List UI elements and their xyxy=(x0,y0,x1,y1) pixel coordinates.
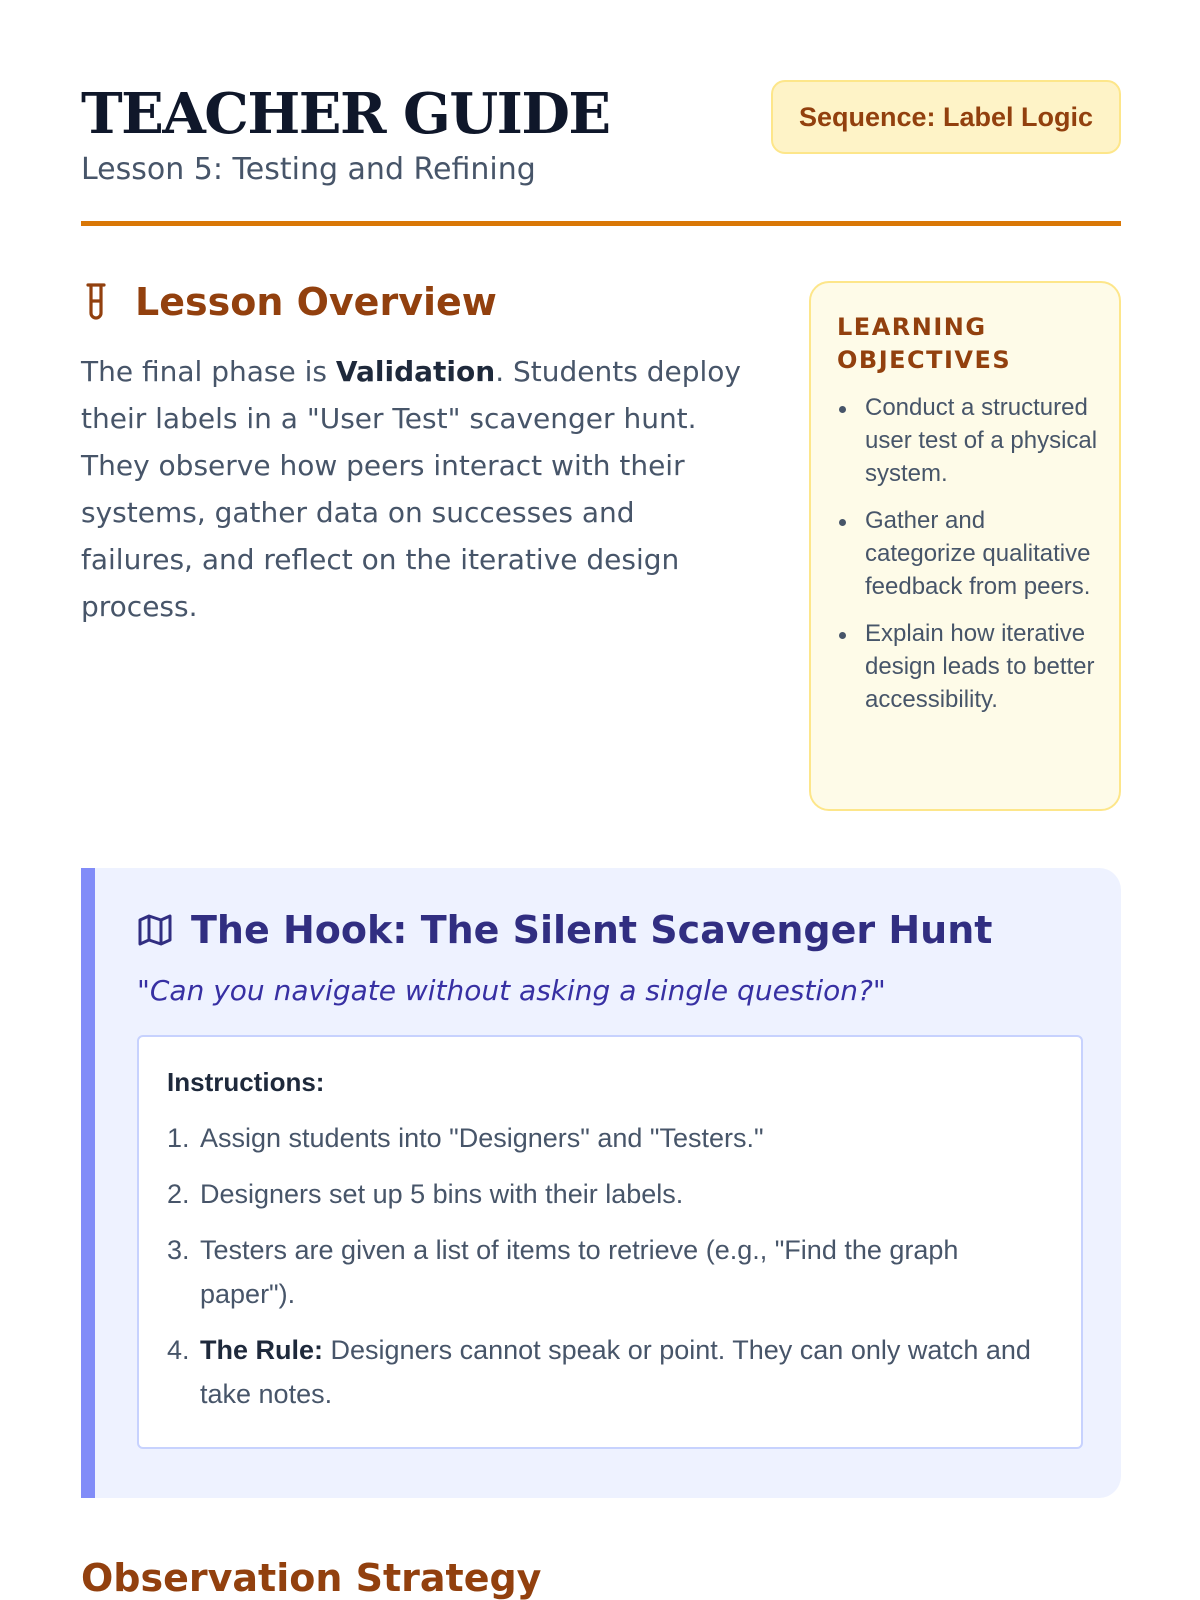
instructions-card xyxy=(137,1035,1083,1449)
observation-strategy-heading: Observation Strategy xyxy=(81,1556,542,1600)
sequence-badge: Sequence: Label Logic xyxy=(771,80,1121,154)
list-item: 1. Assign students into "Designers" and "Testers." xyxy=(167,1123,764,1153)
learning-objectives-card xyxy=(809,281,1121,811)
lesson-overview-heading xyxy=(81,280,741,324)
list-item: 3. Testers are given a list of items to retrieve (e.g., "Find the graph paper"). xyxy=(167,1235,959,1309)
learning-objectives-title: LEARNING OBJECTIVES xyxy=(837,313,1012,374)
list-item: 4. The Rule: Designers cannot speak or point. They can only watch and take notes. xyxy=(167,1335,1031,1409)
list-item: 2. Designers set up 5 bins with their labels. xyxy=(167,1179,684,1209)
list-item: Gather and categorize qualitative feedback from peers. xyxy=(837,504,1099,603)
guide-header xyxy=(81,80,1121,226)
instructions-title: Instructions: xyxy=(167,1067,325,1097)
hook-heading xyxy=(137,908,1081,952)
lesson-subtitle: Lesson 5: Testing and Refining xyxy=(81,152,536,187)
list-item: Explain how iterative design leads to better accessibility. xyxy=(837,617,1099,716)
instructions-list xyxy=(167,1116,1053,1416)
lesson-overview-section xyxy=(81,280,741,630)
list-item: Conduct a structured user test of a physical system. xyxy=(837,391,1099,490)
lesson-overview-title: Lesson Overview xyxy=(135,280,497,324)
objectives-list xyxy=(837,391,1099,716)
hook-title: The Hook: The Silent Scavenger Hunt xyxy=(191,908,993,952)
page-title: TEACHER GUIDE xyxy=(81,81,610,147)
validation-term: Validation xyxy=(335,355,496,388)
test-tube-icon xyxy=(81,282,111,322)
rule-label: The Rule: xyxy=(200,1335,324,1365)
hook-quote: "Can you navigate without asking a single question?" xyxy=(137,974,886,1007)
hook-section xyxy=(81,868,1121,1498)
map-icon xyxy=(137,913,173,947)
lesson-overview-body: The final phase is Validation. Students deploy their labels in a "User Test" scavenger hunt. They observe how peers interact with their systems, gather data on successes and failures, and reflect on the iterative design process. xyxy=(81,355,741,623)
